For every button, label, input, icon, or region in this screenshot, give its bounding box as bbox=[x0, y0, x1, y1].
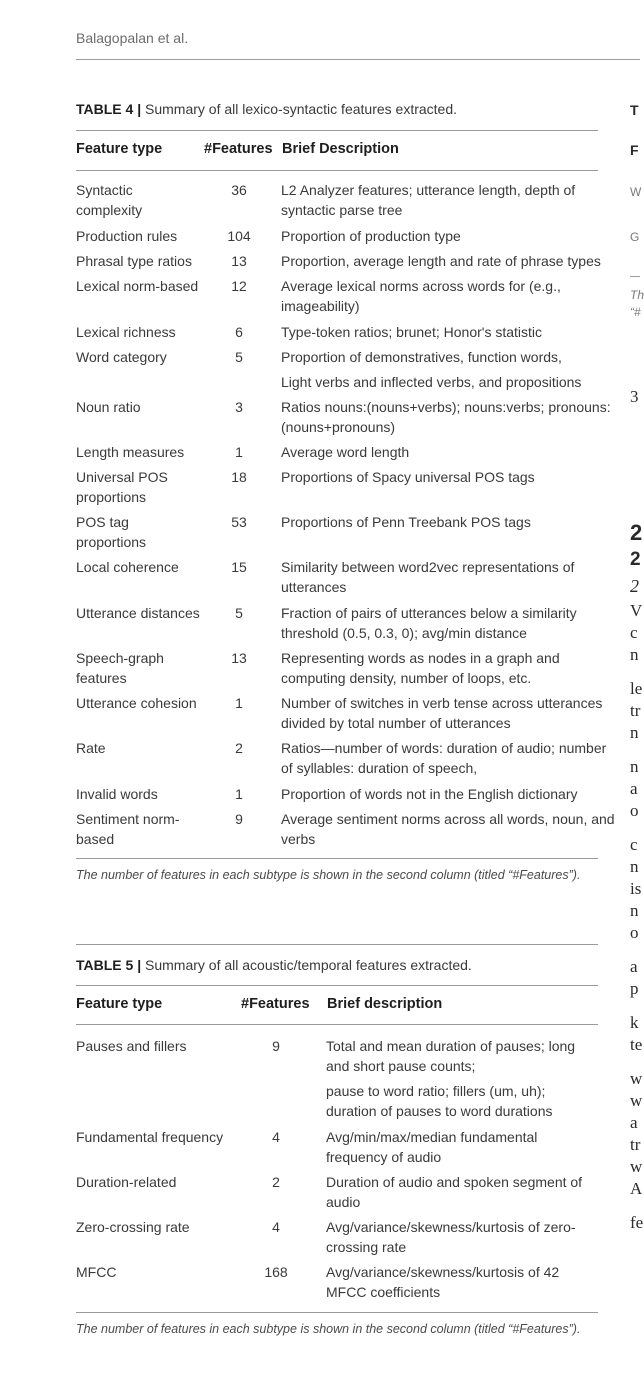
feature-type-cell: Local coherence bbox=[76, 559, 179, 575]
clipped-paragraph-fragment: A bbox=[630, 1179, 643, 1198]
feature-type-cell: Pauses and fillers bbox=[76, 1038, 187, 1054]
feature-description-cell: Avg/variance/skewness/kurtosis of zero-crossing rate bbox=[326, 1219, 576, 1255]
table5-bottom-rule bbox=[76, 1312, 598, 1313]
table4-col-description: Brief Description bbox=[282, 141, 399, 157]
feature-type-cell: POS tag proportions bbox=[76, 514, 147, 550]
clipped-paragraph-fragment: V bbox=[630, 601, 643, 620]
feature-count-cell: 36 bbox=[231, 182, 247, 198]
clipped-table-label: T bbox=[630, 102, 639, 118]
feature-type-cell: Syntactic complexity bbox=[76, 182, 143, 218]
feature-type-cell: Speech-graph features bbox=[76, 650, 164, 686]
table4-label: TABLE 4 | bbox=[76, 101, 142, 117]
clipped-paragraph-fragment: tr bbox=[630, 701, 641, 720]
feature-type-cell: Fundamental frequency bbox=[76, 1129, 224, 1145]
feature-count-cell: 168 bbox=[264, 1264, 288, 1280]
clipped-table-row-g: G bbox=[630, 230, 640, 244]
clipped-paragraph-fragment: o bbox=[630, 801, 639, 820]
feature-type-cell: Zero-crossing rate bbox=[76, 1219, 190, 1235]
feature-type-cell: Lexical richness bbox=[76, 324, 176, 340]
feature-description-cell: Number of switches in verb tense across utterances divided by total number of utterances bbox=[281, 695, 603, 731]
feature-count-cell: 53 bbox=[231, 514, 247, 530]
feature-count-cell: 13 bbox=[231, 650, 247, 666]
feature-description-cell: pause to word ratio; fillers (um, uh); duration of pauses to word durations bbox=[326, 1083, 553, 1119]
feature-description-cell: Fraction of pairs of utterances below a similarity threshold (0.5, 0.3, 0); avg/min distance bbox=[281, 605, 577, 641]
feature-description-cell: Avg/variance/skewness/kurtosis of 42 MFCC coefficients bbox=[326, 1264, 560, 1300]
feature-description-cell: Average lexical norms across words for (e.g., imageability) bbox=[281, 278, 561, 314]
table5-col-description: Brief description bbox=[327, 996, 443, 1012]
clipped-paragraph-fragment: k bbox=[630, 1013, 639, 1032]
clipped-table-row-w: W bbox=[630, 185, 642, 199]
table4-top-rule bbox=[76, 130, 598, 131]
feature-description-cell: Proportions of Spacy universal POS tags bbox=[281, 469, 535, 485]
feature-type-cell: Duration-related bbox=[76, 1174, 177, 1190]
clipped-paragraph-fragment: n bbox=[630, 723, 639, 742]
feature-type-cell: Universal POS proportions bbox=[76, 469, 168, 505]
clipped-table-col-head: F bbox=[630, 142, 639, 158]
table4-col-feature-type: Feature type bbox=[76, 141, 163, 157]
table4-footnote: The number of features in each subtype is shown in the second column (titled “#Features”). bbox=[76, 868, 581, 882]
feature-count-cell: 12 bbox=[231, 278, 247, 294]
table4-header-rule bbox=[76, 170, 598, 171]
clipped-paragraph-fragment: w bbox=[630, 1091, 643, 1110]
feature-description-cell: Light verbs and inflected verbs, and propositions bbox=[281, 374, 582, 390]
feature-type-cell: Phrasal type ratios bbox=[76, 253, 192, 269]
feature-description-cell: Representing words as nodes in a graph and computing density, number of loops, etc. bbox=[281, 650, 560, 686]
feature-count-cell: 4 bbox=[272, 1219, 280, 1235]
feature-description-cell: Type-token ratios; brunet; Honor's statistic bbox=[281, 324, 543, 340]
feature-type-cell: Utterance cohesion bbox=[76, 695, 197, 711]
clipped-table-note-1: Th bbox=[630, 288, 644, 302]
feature-description-cell: Total and mean duration of pauses; long and short pause counts; bbox=[326, 1038, 576, 1074]
feature-description-cell: Duration of audio and spoken segment of audio bbox=[326, 1174, 583, 1210]
feature-count-cell: 104 bbox=[227, 228, 251, 244]
feature-count-cell: 2 bbox=[272, 1174, 280, 1190]
feature-type-cell: Length measures bbox=[76, 444, 185, 460]
feature-count-cell: 4 bbox=[272, 1129, 280, 1145]
feature-count-cell: 9 bbox=[272, 1038, 280, 1054]
table5-title bbox=[76, 957, 472, 973]
clipped-paragraph-fragment: fe bbox=[630, 1213, 644, 1232]
feature-count-cell: 1 bbox=[235, 695, 243, 711]
running-header-author: Balagopalan et al. bbox=[76, 30, 189, 46]
clipped-paragraph-fragment: n bbox=[630, 645, 639, 664]
feature-type-cell: Rate bbox=[76, 740, 106, 756]
clipped-paragraph-fragment: o bbox=[630, 923, 639, 942]
clipped-paragraph-fragment: tr bbox=[630, 1135, 641, 1154]
clipped-paragraph-fragment: c bbox=[630, 835, 638, 854]
feature-count-cell: 5 bbox=[235, 349, 243, 365]
feature-description-cell: Average word length bbox=[281, 444, 410, 460]
feature-count-cell: 6 bbox=[235, 324, 243, 340]
feature-description-cell: Average sentiment norms across all words, noun, and verbs bbox=[281, 811, 615, 847]
feature-count-cell: 2 bbox=[235, 740, 243, 756]
clipped-section-num-3: 2 bbox=[630, 576, 639, 596]
feature-type-cell: Sentiment norm-based bbox=[76, 811, 180, 847]
feature-count-cell: 15 bbox=[231, 559, 247, 575]
clipped-paragraph-fragment: le bbox=[630, 679, 643, 698]
feature-description-cell: Proportions of Penn Treebank POS tags bbox=[281, 514, 531, 530]
feature-count-cell: 1 bbox=[235, 444, 243, 460]
feature-description-cell: Proportion of production type bbox=[281, 228, 461, 244]
feature-type-cell: Noun ratio bbox=[76, 399, 141, 415]
clipped-paragraph-fragment: w bbox=[630, 1157, 643, 1176]
table5-top-rule bbox=[76, 985, 598, 986]
clipped-paragraph-fragment: te bbox=[630, 1035, 643, 1054]
feature-description-cell: Proportion of demonstratives, function words, bbox=[281, 349, 562, 365]
clipped-num-3: 3 bbox=[630, 387, 639, 406]
clipped-paragraph-fragment: is bbox=[630, 879, 642, 898]
feature-description-cell: Similarity between word2vec representations of utterances bbox=[281, 559, 575, 595]
table5-header-rule bbox=[76, 1024, 598, 1025]
feature-type-cell: Lexical norm-based bbox=[76, 278, 199, 294]
table4-bottom-rule bbox=[76, 858, 598, 859]
table5-footnote: The number of features in each subtype is shown in the second column (titled “#Features”). bbox=[76, 1322, 581, 1336]
clipped-table-rule bbox=[630, 276, 640, 277]
table5-col-feature-type: Feature type bbox=[76, 996, 163, 1012]
table4-col-features: #Features bbox=[204, 141, 273, 157]
feature-type-cell: Invalid words bbox=[76, 786, 158, 802]
clipped-paragraph-fragment: n bbox=[630, 857, 639, 876]
clipped-paragraph-fragment: n bbox=[630, 757, 639, 776]
feature-description-cell: Ratios nouns:(nouns+verbs); nouns:verbs; pronouns:(nouns+pronouns) bbox=[281, 399, 611, 435]
clipped-paragraph-fragment: n bbox=[630, 901, 639, 920]
clipped-section-num-1: 2 bbox=[630, 520, 643, 545]
clipped-paragraph-fragment: a bbox=[630, 957, 638, 976]
feature-description-cell: Ratios—number of words: duration of audio; number of syllables: duration of speech, bbox=[281, 740, 607, 776]
clipped-table-note-2: “# bbox=[630, 305, 641, 319]
feature-type-cell: Production rules bbox=[76, 228, 178, 244]
table5-label: TABLE 5 | bbox=[76, 957, 142, 973]
feature-count-cell: 18 bbox=[231, 469, 247, 485]
feature-count-cell: 1 bbox=[235, 786, 243, 802]
table5-col-features: #Features bbox=[241, 996, 310, 1012]
feature-type-cell: Word category bbox=[76, 349, 167, 365]
table4-caption: Summary of all lexico-syntactic features extracted. bbox=[141, 101, 458, 117]
clipped-paragraph-fragment: w bbox=[630, 1069, 643, 1088]
feature-description-cell: Avg/min/max/median fundamental frequency of audio bbox=[326, 1129, 538, 1165]
feature-type-cell: Utterance distances bbox=[76, 605, 200, 621]
feature-description-cell: Proportion of words not in the English dictionary bbox=[281, 786, 578, 802]
feature-description-cell: L2 Analyzer features; utterance length, depth of syntactic parse tree bbox=[281, 182, 576, 218]
feature-count-cell: 9 bbox=[235, 811, 243, 827]
table4-title bbox=[76, 101, 457, 117]
clipped-section-num-2: 2 bbox=[630, 549, 641, 570]
clipped-paragraph-fragment: a bbox=[630, 1113, 638, 1132]
feature-count-cell: 5 bbox=[235, 605, 243, 621]
feature-type-cell: MFCC bbox=[76, 1264, 117, 1280]
header-rule bbox=[76, 59, 640, 60]
clipped-paragraph-fragment: p bbox=[630, 979, 639, 998]
feature-count-cell: 13 bbox=[231, 253, 247, 269]
feature-count-cell: 3 bbox=[235, 399, 243, 415]
clipped-paragraph-fragment: a bbox=[630, 779, 638, 798]
table5-top-rule-outer bbox=[76, 944, 598, 945]
clipped-paragraph-fragment: c bbox=[630, 623, 638, 642]
feature-description-cell: Proportion, average length and rate of phrase types bbox=[281, 253, 601, 269]
table5-caption: Summary of all acoustic/temporal features extracted. bbox=[141, 957, 472, 973]
